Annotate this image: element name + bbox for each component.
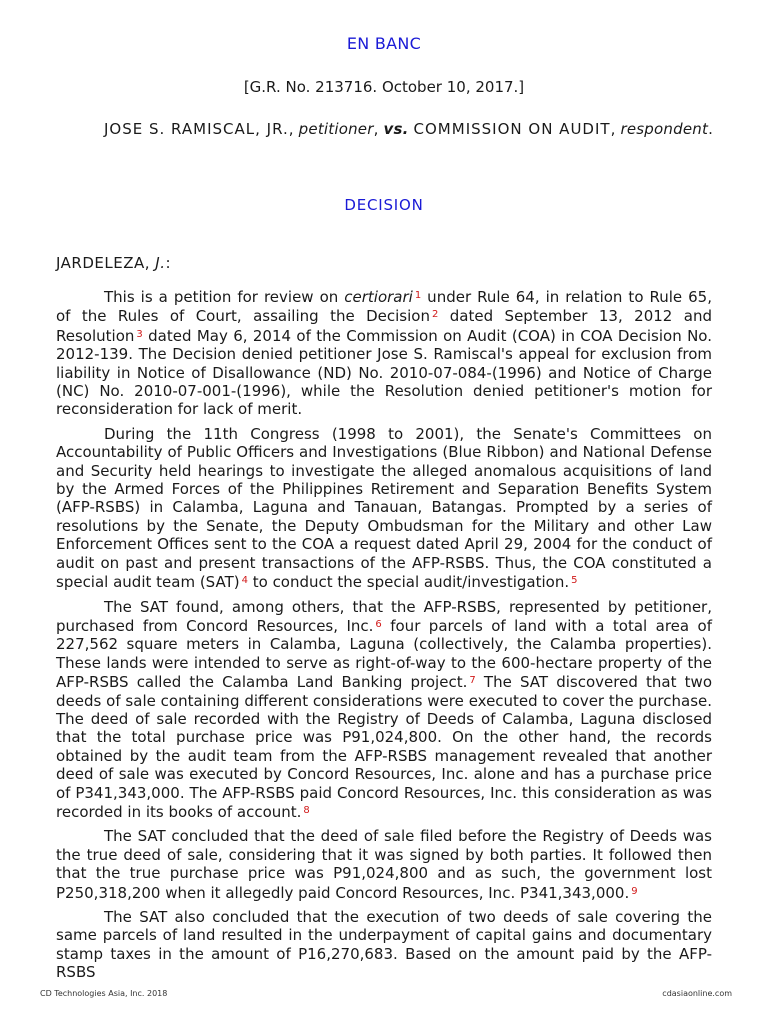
decision-title: DECISION (344, 196, 424, 214)
footnote-link-9[interactable]: 9 (631, 885, 638, 897)
paragraph-5 (56, 908, 712, 982)
case-parties: JOSE S. RAMISCAL, JR., petitioner, vs. COMMISSION ON AUDIT, respondent. (104, 120, 714, 138)
case-number: [G.R. No. 213716. October 10, 2017.] (243, 78, 525, 96)
paragraph-text: to conduct the special audit/investigation. (247, 573, 570, 592)
ponente-name: JARDELEZA (56, 254, 145, 272)
footer-copyright: CD Technologies Asia, Inc. 2018 (40, 989, 168, 998)
paragraph-text: The SAT discovered that two deeds of sale containing different considerations were executed to cover the purchase. The deed of sale recorded with the Registry of Deeds of Calamba, Laguna disclosed that the total purchase price was P91,024,800. On the other hand, the records obtained by the audit team from the AFP-RSBS management revealed that another deed of sale was executed by Concord Resources, Inc. alone and has a purchase price of P341,343,000. The AFP-RSBS paid Concord Resources, Inc. this consideration as was recorded in its books of account. (56, 673, 712, 821)
paragraph-text: The SAT also concluded that the execution of two deeds of sale covering the same parcels of land resulted in the underpayment of capital gains and documentary stamp taxes in the amount of P16,270,683. Based on the amount paid by the AFP-RSBS (56, 908, 712, 982)
footer-site-link[interactable]: cdasiaonline.com (662, 989, 732, 998)
paragraph-2 (56, 425, 712, 592)
footnote-link-7[interactable]: 7 (469, 675, 476, 687)
footnote-link-2[interactable]: 2 (431, 309, 439, 321)
paragraph-text: four parcels of land with a total area of 227,562 square meters in Calamba, Laguna (collectively, the Calamba properties). These lands were intended to serve as right-of-way to the 600-hectare property of the AFP-RSBS called the Calamba Land Banking project. (56, 616, 713, 692)
footnote-link-6[interactable]: 6 (375, 618, 382, 630)
paragraph-text: During the 11th Congress (1998 to 2001), the Senate's Committees on Accountability of Public Officers and Investigations (Blue Ribbon) and National Defense and Security held hearings to investigate the alleged anomalous acquisitions of land by the Armed Forces of the Philippines Retirement and Separation Benefits System (AFP-RSBS) in Calamba, Laguna and Tanauan, Batangas. Prompted by a series of resolutions by the Senate, the Deputy Ombudsman for the Military and other Law Enforcement Offices sent to the COA a request dated April 29, 2004 for the conduct of audit on past and present transactions of the AFP-RSBS. Thus, the COA constituted a special audit team (SAT) (56, 424, 712, 592)
court-division: EN BANC (346, 34, 422, 53)
paragraph-text: dated May 6, 2014 of the Commission on Audit (COA) in COA Decision No. 2012-139. The Decision denied petitioner Jose S. Ramiscal's appeal for exclusion from liability in Notice of Disallowance (ND) No. 2010-07-084-(1996) and Notice of Charge (NC) No. 2010-07-001-(1996), while the Resolution denied petitioner's motion for reconsideration for lack of merit. (56, 326, 712, 419)
petitioner-name: JOSE S. RAMISCAL, JR. (104, 120, 289, 138)
paragraph-text: This is a petition for review on (104, 288, 345, 306)
latin-term: certiorari (344, 288, 413, 306)
paragraph-text: The SAT concluded that the deed of sale filed before the Registry of Deeds was the true deed of sale, considering that it was signed by both parties. It followed then that the true purchase price was P91,024,800 and as such, the government lost P250,318,200 when it allegedly paid Concord Resources, Inc. P341,343,000. (56, 827, 712, 902)
paragraph-text: dated September 13, 2012 and Resolution (56, 307, 712, 345)
paragraph-text: The SAT found, among others, that the AFP-RSBS, represented by petitioner, purchased from Concord Resources, Inc. (56, 597, 712, 635)
ponente-suffix: J. (155, 254, 166, 272)
petitioner-role: petitioner (298, 120, 374, 138)
paragraph-4 (56, 827, 712, 902)
footnote-link-4[interactable]: 4 (241, 575, 248, 587)
paragraph-3 (56, 598, 712, 822)
footnote-link-1[interactable]: 1 (414, 290, 422, 301)
respondent-role: respondent (620, 120, 709, 138)
paragraph-1 (56, 287, 712, 419)
footnote-link-8[interactable]: 8 (303, 804, 310, 816)
footnote-link-5[interactable]: 5 (571, 575, 578, 587)
paragraph-text: under Rule 64, in relation to Rule 65, of the Rules of Court, assailing the Decision (56, 288, 712, 326)
respondent-name: COMMISSION ON AUDIT (413, 120, 611, 138)
versus-label: vs. (383, 120, 409, 138)
decision-body (56, 287, 712, 988)
ponente: JARDELEZA, J.: (56, 254, 172, 272)
ponente-colon: : (165, 254, 172, 272)
footnote-link-3[interactable]: 3 (136, 328, 143, 340)
